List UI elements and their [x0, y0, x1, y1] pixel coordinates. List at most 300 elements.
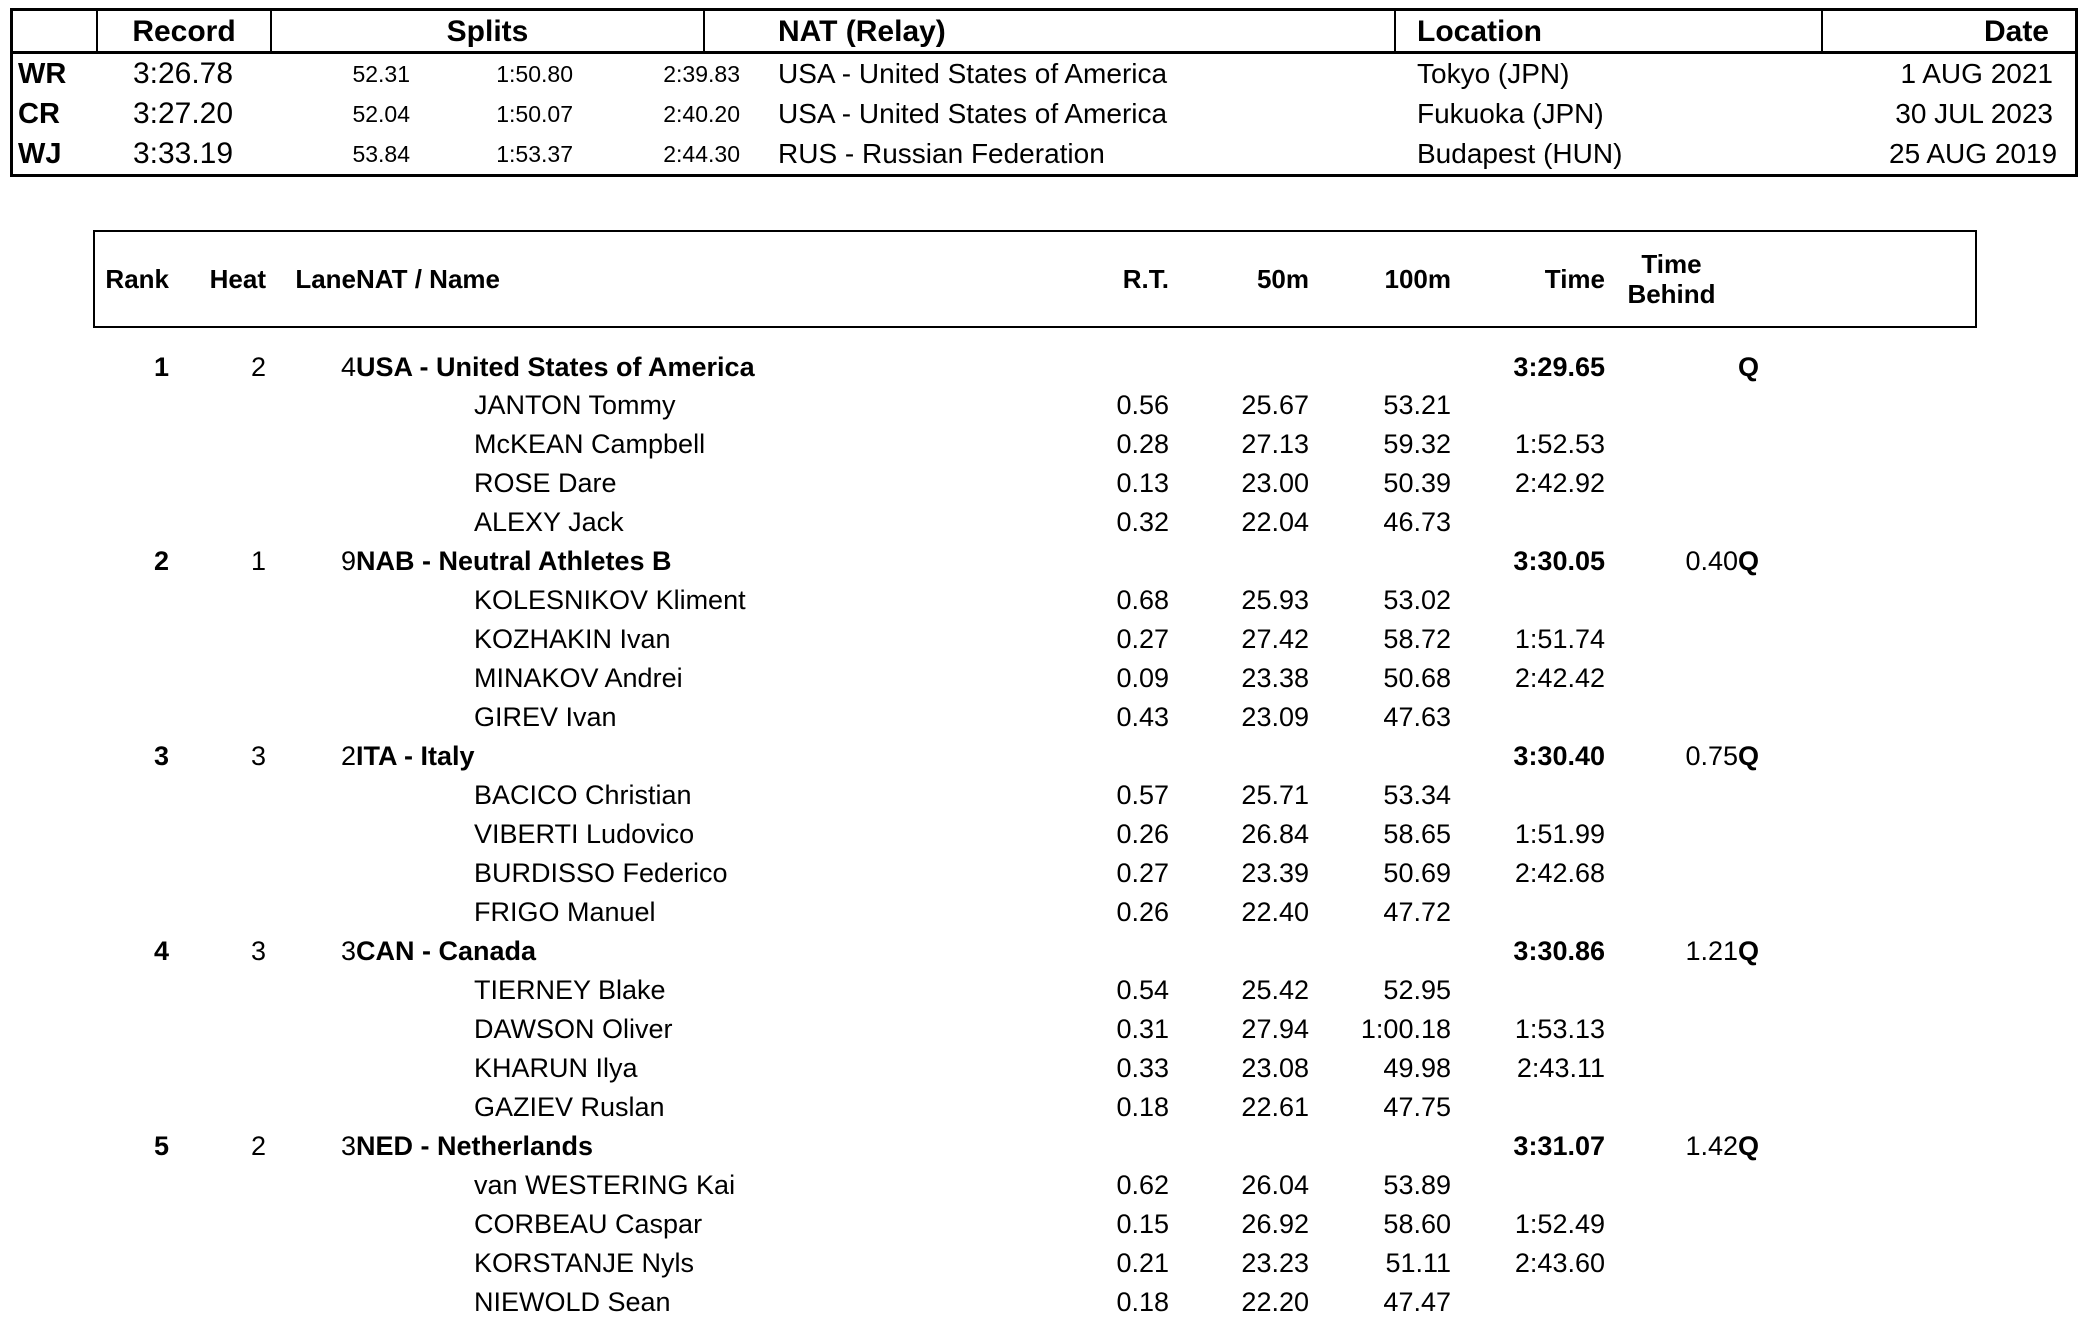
- records-header-date: Date: [1821, 11, 2075, 52]
- swimmer-lane-empty: [266, 815, 356, 854]
- swimmer-q-empty: [1738, 425, 1976, 464]
- team-lane: 2: [340, 741, 356, 771]
- swimmer-100m-split: 50.69: [1383, 858, 1451, 888]
- swimmer-row: [94, 854, 1976, 893]
- swimmer-100m-split: 47.72: [1383, 897, 1451, 927]
- records-table-body: [13, 54, 2075, 174]
- swimmer-name: FRIGO Manuel: [474, 897, 656, 927]
- swimmer-50m-split: 22.40: [1241, 897, 1309, 927]
- swimmer-q-empty: [1738, 815, 1976, 854]
- swimmer-lane-empty: [266, 1244, 356, 1283]
- swimmer-100m-split: 53.21: [1383, 390, 1451, 420]
- swimmer-heat-empty: [169, 1244, 266, 1283]
- swimmer-q-empty: [1738, 776, 1976, 815]
- swimmer-lane-empty: [266, 971, 356, 1010]
- swimmer-q-empty: [1738, 581, 1976, 620]
- swimmer-heat-empty: [169, 1283, 266, 1322]
- team-rank: 1: [153, 351, 169, 382]
- team-row: [94, 737, 1976, 776]
- swimmer-100m-split: 47.63: [1383, 702, 1451, 732]
- swimmer-rank-empty: [94, 464, 169, 503]
- swimmer-heat-empty: [169, 1166, 266, 1205]
- swimmer-lane-empty: [266, 503, 356, 542]
- swimmer-cumulative-time: [1451, 776, 1605, 815]
- swimmer-50m-split: 26.92: [1241, 1209, 1309, 1239]
- swimmer-q-empty: [1738, 386, 1976, 425]
- team-50m-empty: [1169, 737, 1309, 776]
- swimmer-lane-empty: [266, 620, 356, 659]
- team-qualified-flag: Q: [1738, 1131, 1760, 1161]
- swimmer-behind-empty: [1605, 893, 1738, 932]
- swimmer-heat-empty: [169, 854, 266, 893]
- results-header-qualification: [1738, 231, 1976, 327]
- team-row: [94, 542, 1976, 581]
- swimmer-row: [94, 503, 1976, 542]
- swimmer-reaction-time: 0.62: [1116, 1170, 1169, 1200]
- swimmer-lane-empty: [266, 464, 356, 503]
- record-time: 3:27.20: [132, 97, 234, 130]
- swimmer-lane-empty: [266, 1166, 356, 1205]
- team-50m-empty: [1169, 327, 1309, 386]
- swimmer-cumulative-time: [1451, 503, 1605, 542]
- swimmer-lane-empty: [266, 854, 356, 893]
- swimmer-rank-empty: [94, 1205, 169, 1244]
- record-split-50m: 52.31: [352, 61, 410, 87]
- swimmer-50m-split: 27.42: [1241, 624, 1309, 654]
- team-lane: 4: [340, 351, 356, 382]
- records-table: [10, 8, 2078, 177]
- swimmer-lane-empty: [266, 386, 356, 425]
- swimmer-behind-empty: [1605, 503, 1738, 542]
- team-final-time: 3:30.86: [1513, 936, 1605, 966]
- record-row: [13, 134, 2075, 174]
- swimmer-50m-split: 25.71: [1241, 780, 1309, 810]
- swimmer-cumulative-time: 1:52.49: [1514, 1209, 1605, 1239]
- swimmer-100m-split: 58.72: [1383, 624, 1451, 654]
- swimmer-rank-empty: [94, 1049, 169, 1088]
- results-header-reaction-time: R.T.: [1064, 231, 1169, 327]
- record-split-50m: 53.84: [352, 141, 410, 167]
- swimmer-heat-empty: [169, 425, 266, 464]
- swimmer-q-empty: [1738, 1283, 1976, 1322]
- team-100m-empty: [1309, 542, 1451, 581]
- swimmer-50m-split: 23.09: [1241, 702, 1309, 732]
- swimmer-reaction-time: 0.56: [1116, 390, 1169, 420]
- results-header-50m: 50m: [1169, 231, 1309, 327]
- team-50m-empty: [1169, 542, 1309, 581]
- swimmer-row: [94, 581, 1976, 620]
- record-location: Budapest (HUN): [1417, 138, 1623, 169]
- swimmer-rank-empty: [94, 386, 169, 425]
- swimmer-100m-split: 58.65: [1383, 819, 1451, 849]
- swimmer-reaction-time: 0.54: [1116, 975, 1169, 1005]
- swimmer-behind-empty: [1605, 659, 1738, 698]
- records-header-splits: Splits: [270, 11, 703, 52]
- swimmer-reaction-time: 0.15: [1116, 1209, 1169, 1239]
- swimmer-behind-empty: [1605, 815, 1738, 854]
- swimmer-row: [94, 815, 1976, 854]
- swimmer-row: [94, 776, 1976, 815]
- swimmer-behind-empty: [1605, 971, 1738, 1010]
- swimmer-name: ALEXY Jack: [474, 507, 624, 537]
- swimmer-cumulative-time: 2:42.42: [1514, 663, 1605, 693]
- swimmer-heat-empty: [169, 776, 266, 815]
- team-time-behind: 0.75: [1685, 741, 1738, 771]
- records-table-header: [13, 11, 2075, 54]
- record-location: Tokyo (JPN): [1417, 58, 1570, 89]
- swimmer-reaction-time: 0.27: [1116, 624, 1169, 654]
- record-date: 30 JUL 2023: [1895, 98, 2053, 129]
- swimmer-50m-split: 25.93: [1241, 585, 1309, 615]
- team-rank: 4: [153, 936, 169, 966]
- record-row: [13, 54, 2075, 94]
- team-50m-empty: [1169, 932, 1309, 971]
- swimmer-rank-empty: [94, 854, 169, 893]
- swimmer-row: [94, 620, 1976, 659]
- swimmer-name: ROSE Dare: [474, 468, 617, 498]
- swimmer-50m-split: 23.23: [1241, 1248, 1309, 1278]
- swimmer-behind-empty: [1605, 854, 1738, 893]
- swimmer-name: CORBEAU Caspar: [474, 1209, 703, 1239]
- swimmer-100m-split: 46.73: [1383, 507, 1451, 537]
- swimmer-50m-split: 26.04: [1241, 1170, 1309, 1200]
- swimmer-heat-empty: [169, 620, 266, 659]
- swimmer-q-empty: [1738, 1010, 1976, 1049]
- swimmer-behind-empty: [1605, 1244, 1738, 1283]
- team-heat: 3: [250, 741, 266, 771]
- record-nation: RUS - Russian Federation: [778, 138, 1105, 169]
- record-nation: USA - United States of America: [778, 58, 1168, 89]
- swimmer-row: [94, 1010, 1976, 1049]
- swimmer-cumulative-time: [1451, 581, 1605, 620]
- record-time: 3:26.78: [132, 57, 234, 90]
- swimmer-heat-empty: [169, 893, 266, 932]
- swimmer-cumulative-time: [1451, 386, 1605, 425]
- record-split-100m: 1:50.07: [496, 101, 573, 127]
- swimmer-row: [94, 971, 1976, 1010]
- swimmer-row: [94, 1205, 1976, 1244]
- swimmer-heat-empty: [169, 386, 266, 425]
- team-rt-empty: [1064, 737, 1169, 776]
- swimmer-rank-empty: [94, 659, 169, 698]
- swimmer-name: McKEAN Campbell: [474, 429, 706, 459]
- team-qualified-flag: Q: [1738, 546, 1760, 576]
- swimmer-q-empty: [1738, 971, 1976, 1010]
- swimmer-q-empty: [1738, 698, 1976, 737]
- swimmer-row: [94, 1244, 1976, 1283]
- swimmer-name: DAWSON Oliver: [474, 1014, 673, 1044]
- swimmer-reaction-time: 0.09: [1116, 663, 1169, 693]
- swimmer-50m-split: 25.67: [1241, 390, 1309, 420]
- team-lane: 3: [340, 936, 356, 966]
- team-time-behind: [1605, 327, 1738, 386]
- team-row: [94, 327, 1976, 386]
- results-header-time: Time: [1451, 231, 1605, 327]
- swimmer-name: KOLESNIKOV Kliment: [474, 585, 746, 615]
- swimmer-name: MINAKOV Andrei: [474, 663, 683, 693]
- swimmer-cumulative-time: 2:42.68: [1514, 858, 1605, 888]
- swimmer-50m-split: 27.94: [1241, 1014, 1309, 1044]
- swimmer-lane-empty: [266, 659, 356, 698]
- team-heat: 2: [250, 1131, 266, 1161]
- swimmer-reaction-time: 0.31: [1116, 1014, 1169, 1044]
- swimmer-reaction-time: 0.57: [1116, 780, 1169, 810]
- record-split-150m: 2:39.83: [663, 61, 740, 87]
- team-lane: 9: [340, 546, 356, 576]
- swimmer-reaction-time: 0.18: [1116, 1092, 1169, 1122]
- swimmer-row: [94, 1166, 1976, 1205]
- swimmer-q-empty: [1738, 620, 1976, 659]
- team-rt-empty: [1064, 542, 1169, 581]
- swimmer-100m-split: 58.60: [1383, 1209, 1451, 1239]
- swimmer-name: KOZHAKIN Ivan: [474, 624, 671, 654]
- swimmer-lane-empty: [266, 698, 356, 737]
- swimmer-cumulative-time: 2:43.60: [1514, 1248, 1605, 1278]
- swimmer-row: [94, 698, 1976, 737]
- team-heat: 3: [250, 936, 266, 966]
- swimmer-lane-empty: [266, 1049, 356, 1088]
- swimmer-name: KHARUN Ilya: [474, 1053, 638, 1083]
- swimmer-row: [94, 1283, 1976, 1322]
- swimmer-reaction-time: 0.27: [1116, 858, 1169, 888]
- swimmer-row: [94, 1088, 1976, 1127]
- team-lane: 3: [340, 1131, 356, 1161]
- swimmer-100m-split: 53.89: [1383, 1170, 1451, 1200]
- team-heat: 1: [250, 546, 266, 576]
- swimmer-cumulative-time: [1451, 1166, 1605, 1205]
- swimmer-name: TIERNEY Blake: [474, 975, 666, 1005]
- swimmer-behind-empty: [1605, 1088, 1738, 1127]
- swimmer-reaction-time: 0.43: [1116, 702, 1169, 732]
- record-split-150m: 2:44.30: [663, 141, 740, 167]
- swimmer-100m-split: 1:00.18: [1360, 1014, 1451, 1044]
- swimmer-reaction-time: 0.68: [1116, 585, 1169, 615]
- team-50m-empty: [1169, 1127, 1309, 1166]
- team-row: [94, 932, 1976, 971]
- swimmer-behind-empty: [1605, 581, 1738, 620]
- swimmer-50m-split: 22.61: [1241, 1092, 1309, 1122]
- swimmer-cumulative-time: [1451, 698, 1605, 737]
- swimmer-behind-empty: [1605, 464, 1738, 503]
- team-name: NAB - Neutral Athletes B: [356, 546, 672, 576]
- swimmer-100m-split: 59.32: [1383, 429, 1451, 459]
- swimmer-lane-empty: [266, 776, 356, 815]
- records-header-location: Location: [1394, 11, 1821, 52]
- swimmer-name: van WESTERING Kai: [474, 1170, 736, 1200]
- record-type-label: WJ: [18, 138, 62, 170]
- record-split-150m: 2:40.20: [663, 101, 740, 127]
- team-time-behind: 1.21: [1685, 936, 1738, 966]
- record-split-100m: 1:50.80: [496, 61, 573, 87]
- swimmer-100m-split: 50.39: [1383, 468, 1451, 498]
- swimmer-q-empty: [1738, 1244, 1976, 1283]
- swimmer-lane-empty: [266, 425, 356, 464]
- swimmer-reaction-time: 0.26: [1116, 897, 1169, 927]
- swimmer-heat-empty: [169, 1049, 266, 1088]
- swimmer-name: GAZIEV Ruslan: [474, 1092, 665, 1122]
- swimmer-rank-empty: [94, 698, 169, 737]
- team-rt-empty: [1064, 932, 1169, 971]
- swimmer-row: [94, 386, 1976, 425]
- team-time-behind: 1.42: [1685, 1131, 1738, 1161]
- swimmer-heat-empty: [169, 503, 266, 542]
- team-final-time: 3:30.40: [1513, 741, 1605, 771]
- swimmer-cumulative-time: 2:43.11: [1516, 1053, 1605, 1083]
- swimmer-name: VIBERTI Ludovico: [474, 819, 695, 849]
- swimmer-rank-empty: [94, 1283, 169, 1322]
- team-name: CAN - Canada: [356, 936, 537, 966]
- team-qualified-flag: Q: [1738, 351, 1760, 382]
- results-table-body: [94, 327, 1976, 1322]
- swimmer-50m-split: 22.20: [1241, 1287, 1309, 1317]
- swimmer-row: [94, 464, 1976, 503]
- record-nation: USA - United States of America: [778, 98, 1168, 129]
- swimmer-behind-empty: [1605, 698, 1738, 737]
- swimmer-100m-split: 53.34: [1383, 780, 1451, 810]
- swimmer-reaction-time: 0.32: [1116, 507, 1169, 537]
- swimmer-rank-empty: [94, 581, 169, 620]
- results-header-time-behind: Time Behind: [1605, 231, 1738, 327]
- swimmer-q-empty: [1738, 1049, 1976, 1088]
- swimmer-reaction-time: 0.33: [1116, 1053, 1169, 1083]
- swimmer-heat-empty: [169, 659, 266, 698]
- swimmer-lane-empty: [266, 581, 356, 620]
- swimmer-heat-empty: [169, 1010, 266, 1049]
- swimmer-heat-empty: [169, 815, 266, 854]
- swimmer-100m-split: 50.68: [1383, 663, 1451, 693]
- swimmer-behind-empty: [1605, 1283, 1738, 1322]
- results-header-rank: Rank: [94, 231, 169, 327]
- swimmer-behind-empty: [1605, 1166, 1738, 1205]
- team-heat: 2: [250, 351, 266, 382]
- team-rt-empty: [1064, 1127, 1169, 1166]
- record-type-label: WR: [18, 58, 67, 90]
- swimmer-q-empty: [1738, 1205, 1976, 1244]
- swimmer-row: [94, 425, 1976, 464]
- swimmer-cumulative-time: 1:52.53: [1514, 429, 1605, 459]
- team-100m-empty: [1309, 737, 1451, 776]
- swimmer-rank-empty: [94, 620, 169, 659]
- swimmer-reaction-time: 0.13: [1116, 468, 1169, 498]
- swimmer-cumulative-time: 1:51.74: [1514, 624, 1605, 654]
- swimmer-heat-empty: [169, 971, 266, 1010]
- team-qualified-flag: Q: [1738, 741, 1760, 771]
- team-100m-empty: [1309, 932, 1451, 971]
- swimmer-reaction-time: 0.21: [1116, 1248, 1169, 1278]
- records-header-spacer: [13, 11, 96, 52]
- record-split-50m: 52.04: [352, 101, 410, 127]
- swimmer-cumulative-time: 2:42.92: [1514, 468, 1605, 498]
- swimmer-100m-split: 53.02: [1383, 585, 1451, 615]
- record-split-100m: 1:53.37: [496, 141, 573, 167]
- swimmer-rank-empty: [94, 425, 169, 464]
- team-final-time: 3:30.05: [1513, 546, 1605, 576]
- swimmer-reaction-time: 0.18: [1116, 1287, 1169, 1317]
- swimmer-heat-empty: [169, 698, 266, 737]
- team-rank: 5: [153, 1131, 169, 1161]
- swimmer-cumulative-time: [1451, 1283, 1605, 1322]
- swimmer-name: KORSTANJE Nyls: [474, 1248, 695, 1278]
- record-date: 25 AUG 2019: [1889, 138, 2058, 169]
- swimmer-cumulative-time: 1:51.99: [1514, 819, 1605, 849]
- swimmer-50m-split: 23.39: [1241, 858, 1309, 888]
- swimmer-behind-empty: [1605, 1049, 1738, 1088]
- team-100m-empty: [1309, 327, 1451, 386]
- swimmer-50m-split: 23.08: [1241, 1053, 1309, 1083]
- record-location: Fukuoka (JPN): [1417, 98, 1604, 129]
- swimmer-name: BACICO Christian: [474, 780, 692, 810]
- team-row: [94, 1127, 1976, 1166]
- record-time: 3:33.19: [132, 137, 234, 170]
- swimmer-100m-split: 52.95: [1383, 975, 1451, 1005]
- swimmer-rank-empty: [94, 776, 169, 815]
- swimmer-heat-empty: [169, 464, 266, 503]
- swimmer-behind-empty: [1605, 386, 1738, 425]
- swimmer-100m-split: 47.47: [1383, 1287, 1451, 1317]
- swimmer-50m-split: 22.04: [1241, 507, 1309, 537]
- swimmer-50m-split: 27.13: [1241, 429, 1309, 459]
- swimmer-behind-empty: [1605, 1205, 1738, 1244]
- swimmer-reaction-time: 0.28: [1116, 429, 1169, 459]
- swimmer-heat-empty: [169, 581, 266, 620]
- swimmer-name: BURDISSO Federico: [474, 858, 728, 888]
- team-name: ITA - Italy: [356, 741, 475, 771]
- swimmer-behind-empty: [1605, 776, 1738, 815]
- swimmer-rank-empty: [94, 1010, 169, 1049]
- team-rank: 3: [153, 741, 169, 771]
- swimmer-rank-empty: [94, 1166, 169, 1205]
- results-table-header: [94, 231, 1976, 327]
- swimmer-rank-empty: [94, 893, 169, 932]
- swimmer-behind-empty: [1605, 425, 1738, 464]
- swimmer-name: NIEWOLD Sean: [474, 1287, 671, 1317]
- swimmer-50m-split: 25.42: [1241, 975, 1309, 1005]
- team-rt-empty: [1064, 327, 1169, 386]
- swimmer-rank-empty: [94, 503, 169, 542]
- swimmer-50m-split: 26.84: [1241, 819, 1309, 849]
- swimmer-lane-empty: [266, 1283, 356, 1322]
- results-header-100m: 100m: [1309, 231, 1451, 327]
- swimmer-name: JANTON Tommy: [474, 390, 676, 420]
- team-final-time: 3:31.07: [1513, 1131, 1605, 1161]
- swimmer-heat-empty: [169, 1088, 266, 1127]
- swimmer-cumulative-time: 1:53.13: [1514, 1014, 1605, 1044]
- swimmer-lane-empty: [266, 893, 356, 932]
- record-date: 1 AUG 2021: [1900, 58, 2053, 89]
- swimmer-row: [94, 1049, 1976, 1088]
- swimmer-50m-split: 23.00: [1241, 468, 1309, 498]
- team-time-behind: 0.40: [1685, 546, 1738, 576]
- swimmer-q-empty: [1738, 854, 1976, 893]
- records-header-nat-relay: NAT (Relay): [703, 11, 1394, 52]
- results-header-lane: Lane: [266, 231, 356, 327]
- results-header-nat-name: NAT / Name: [356, 231, 1064, 327]
- swimmer-100m-split: 47.75: [1383, 1092, 1451, 1122]
- heat-results-table: [93, 230, 1977, 1322]
- swimmer-behind-empty: [1605, 1010, 1738, 1049]
- swimmer-lane-empty: [266, 1088, 356, 1127]
- swimmer-row: [94, 659, 1976, 698]
- swimmer-cumulative-time: [1451, 971, 1605, 1010]
- swimmer-q-empty: [1738, 893, 1976, 932]
- swimmer-q-empty: [1738, 1088, 1976, 1127]
- swimmer-q-empty: [1738, 464, 1976, 503]
- swimmer-100m-split: 49.98: [1383, 1053, 1451, 1083]
- team-final-time: 3:29.65: [1513, 351, 1605, 382]
- team-name: NED - Netherlands: [356, 1131, 594, 1161]
- swimmer-rank-empty: [94, 971, 169, 1010]
- swimmer-rank-empty: [94, 1088, 169, 1127]
